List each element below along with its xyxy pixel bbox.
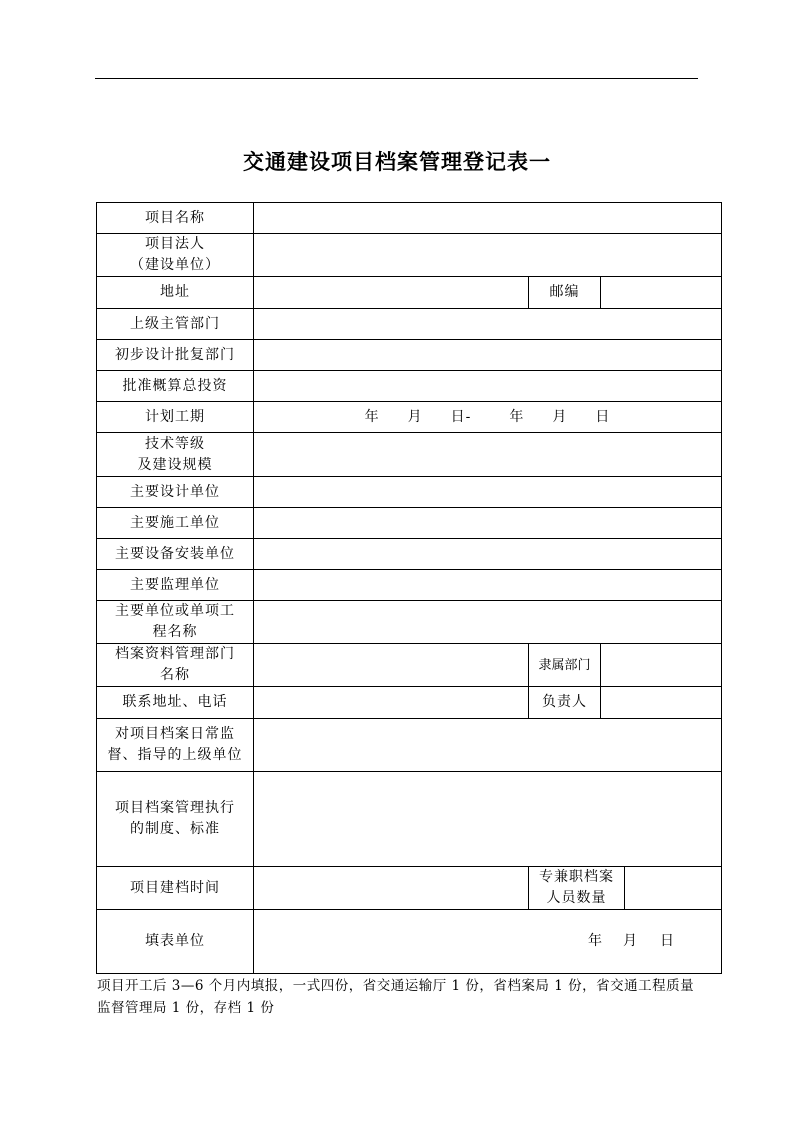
row-legal-person (97, 234, 722, 277)
field-legal-person[interactable] (254, 234, 722, 277)
row-install-unit (97, 539, 722, 570)
field-address[interactable] (254, 277, 529, 309)
field-project-name[interactable] (254, 203, 722, 234)
row-plan-period (97, 402, 722, 433)
period-year1: 年 (364, 408, 380, 425)
field-responsible[interactable] (601, 687, 722, 719)
fill-year: 年 (588, 933, 603, 949)
fill-day: 日 (660, 933, 675, 949)
field-install-unit[interactable] (254, 539, 722, 570)
period-day2: 日 (595, 408, 611, 425)
label-supervisor: 对项目档案日常监 督、指导的上级单位 (97, 719, 254, 772)
label-plan-period: 计划工期 (97, 402, 254, 433)
row-archive-time (97, 867, 722, 910)
field-sub-project[interactable] (254, 601, 722, 644)
label-responsible: 负责人 (529, 687, 601, 719)
row-standards (97, 772, 722, 867)
registration-form (96, 202, 722, 974)
label-archive-dept: 档案资料管理部门 名称 (97, 644, 254, 687)
row-archive-dept (97, 644, 722, 687)
label-prelim-design-dept: 初步设计批复部门 (97, 340, 254, 371)
label-design-unit: 主要设计单位 (97, 477, 254, 508)
row-contact (97, 687, 722, 719)
row-tech-grade (97, 433, 722, 477)
field-prelim-design-dept[interactable] (254, 340, 722, 371)
period-month1: 月 (407, 408, 423, 425)
label-archive-time: 项目建档时间 (97, 867, 254, 910)
row-supervision-unit (97, 570, 722, 601)
row-construction-unit (97, 508, 722, 539)
field-design-unit[interactable] (254, 477, 722, 508)
row-filling-unit (97, 910, 722, 974)
field-tech-grade[interactable] (254, 433, 722, 477)
label-tech-grade: 技术等级 及建设规模 (97, 433, 254, 477)
field-standards[interactable] (254, 772, 722, 867)
label-supervision-unit: 主要监理单位 (97, 570, 254, 601)
label-legal-person: 项目法人 （建设单位） (97, 234, 254, 277)
row-superior-dept (97, 309, 722, 340)
row-sub-project (97, 601, 722, 644)
field-postcode[interactable] (601, 277, 722, 309)
field-construction-unit[interactable] (254, 508, 722, 539)
field-archive-time[interactable] (254, 867, 529, 910)
period-month2: 月 (552, 408, 568, 425)
field-filling-unit[interactable] (254, 910, 722, 974)
field-supervisor[interactable] (254, 719, 722, 772)
row-design-unit (97, 477, 722, 508)
label-filling-unit: 填表单位 (97, 910, 254, 974)
label-standards: 项目档案管理执行 的制度、标准 (97, 772, 254, 867)
period-day1: 日- (450, 408, 472, 425)
row-address (97, 277, 722, 309)
row-supervisor (97, 719, 722, 772)
page-title: 交通建设项目档案管理登记表一 (243, 149, 551, 174)
field-plan-period[interactable] (254, 402, 722, 433)
row-budget (97, 371, 722, 402)
label-address: 地址 (97, 277, 254, 309)
field-staff-count[interactable] (625, 867, 722, 910)
label-superior-dept: 上级主管部门 (97, 309, 254, 340)
footnote: 项目开工后 3—6 个月内填报，一式四份，省交通运输厅 1 份，省档案局 1 份，省交通工程质量监督管理局 1 份，存档 1 份 (97, 978, 695, 1016)
field-superior-dept[interactable] (254, 309, 722, 340)
label-budget: 批准概算总投资 (97, 371, 254, 402)
label-install-unit: 主要设备安装单位 (97, 539, 254, 570)
field-contact[interactable] (254, 687, 529, 719)
header-rule (95, 78, 698, 79)
fill-month: 月 (623, 933, 638, 949)
label-project-name: 项目名称 (97, 203, 254, 234)
label-affiliation: 隶属部门 (529, 644, 601, 687)
label-staff-count: 专兼职档案 人员数量 (529, 867, 625, 910)
field-archive-dept[interactable] (254, 644, 529, 687)
label-construction-unit: 主要施工单位 (97, 508, 254, 539)
field-budget[interactable] (254, 371, 722, 402)
field-affiliation[interactable] (601, 644, 722, 687)
row-project-name (97, 203, 722, 234)
label-postcode: 邮编 (529, 277, 601, 309)
label-sub-project: 主要单位或单项工 程名称 (97, 601, 254, 644)
period-year2: 年 (509, 408, 525, 425)
row-prelim-design-dept (97, 340, 722, 371)
label-contact: 联系地址、电话 (97, 687, 254, 719)
field-supervision-unit[interactable] (254, 570, 722, 601)
